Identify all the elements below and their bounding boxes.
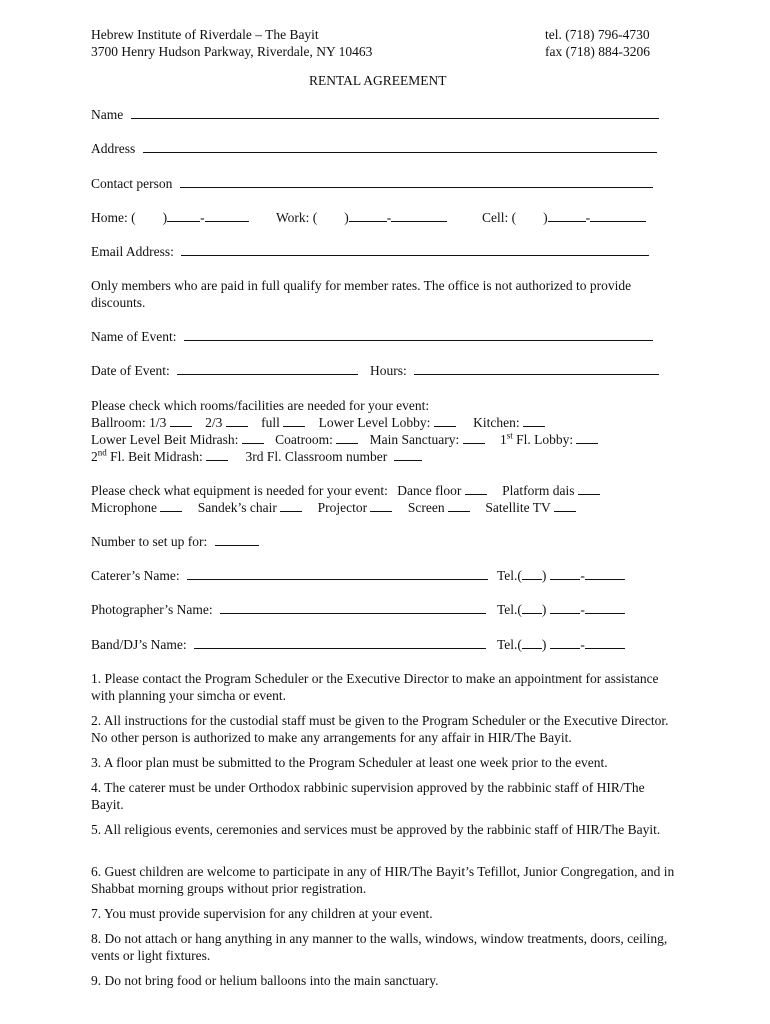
caterer-tel-area-field[interactable] (522, 567, 542, 580)
rule-item: 9. Do not bring food or helium balloons into the main sanctuary. (91, 973, 439, 988)
rooms-row-3 (91, 448, 422, 465)
hours-label: Hours: (370, 363, 407, 378)
caterer-tel-label: Tel.( (497, 568, 522, 583)
main-sanctuary-check[interactable] (463, 431, 485, 444)
org-fax: fax (718) 884-3206 (545, 44, 650, 59)
satellite-tv-label: Satellite TV (485, 500, 551, 515)
cell-phone-label: Cell: ( (482, 210, 517, 225)
name-field[interactable] (131, 106, 659, 119)
contact-person-field[interactable] (180, 175, 653, 188)
email-field[interactable] (181, 243, 649, 256)
cell-phone-prefix-field[interactable] (548, 209, 586, 222)
projector-check[interactable] (370, 499, 392, 512)
rooms-row-2 (91, 431, 598, 448)
platform-dais-check[interactable] (578, 482, 600, 495)
second-floor-beit-midrash-label: 2nd Fl. Beit Midrash: (91, 447, 203, 464)
equipment-row-1 (91, 482, 600, 499)
band-tel-label: Tel.( (497, 637, 522, 652)
rule-item: 2. All instructions for the custodial staff must be given to the Program Scheduler or the Executive Director. No other person is authorized to make any arrangements for any affair in HIR/The Bayit. (91, 713, 669, 745)
second-floor-beit-midrash-check[interactable] (206, 448, 228, 461)
org-address: 3700 Henry Hudson Parkway, Riverdale, NY 10463 (91, 44, 373, 59)
event-date-label: Date of Event: (91, 363, 170, 378)
contact-row (91, 175, 653, 192)
caterer-tel-prefix-field[interactable] (550, 567, 580, 580)
rooms-row-1 (91, 414, 545, 431)
setup-number-field[interactable] (215, 533, 259, 546)
work-phone-row: Work: ( ) - (276, 209, 447, 226)
work-phone-number-field[interactable] (391, 209, 447, 222)
third-floor-classroom-field[interactable] (394, 448, 422, 461)
dance-floor-check[interactable] (465, 482, 487, 495)
org-tel: tel. (718) 796-4730 (545, 27, 650, 42)
caterer-label: Caterer’s Name: (91, 568, 180, 583)
band-tel-area-field[interactable] (522, 636, 542, 649)
event-name-label: Name of Event: (91, 329, 177, 344)
rule-item: 8. Do not attach or hang anything in any manner to the walls, windows, window treatments, doors, ceiling, vents or light fixtures. (91, 931, 668, 963)
address-row (91, 140, 657, 157)
org-name: Hebrew Institute of Riverdale – The Bayit (91, 27, 319, 42)
band-row (91, 636, 486, 653)
photographer-tel-row: Tel.( ) - (497, 601, 625, 618)
setup-number-label: Number to set up for: (91, 534, 208, 549)
hours-field[interactable] (414, 362, 659, 375)
rule-item: 5. All religious events, ceremonies and services must be approved by the rabbinic staff of HIR/The Bayit. (91, 822, 661, 837)
name-row (91, 106, 659, 123)
first-floor-lobby-label: 1st Fl. Lobby: (499, 430, 574, 447)
address-label: Address (91, 141, 136, 156)
band-tel-number-field[interactable] (585, 636, 625, 649)
band-label: Band/DJ’s Name: (91, 637, 187, 652)
email-row (91, 243, 649, 260)
setup-number-row (91, 533, 259, 550)
email-label: Email Address: (91, 244, 174, 259)
rooms-prompt: Please check which rooms/facilities are needed for your event: (91, 398, 430, 413)
rule-item: 4. The caterer must be under Orthodox rabbinic supervision approved by the rabbinic staff of HIR/The Bayit. (91, 780, 645, 812)
lower-beit-midrash-check[interactable] (242, 431, 264, 444)
work-phone-label: Work: ( (276, 210, 318, 225)
first-floor-lobby-check[interactable] (576, 431, 598, 444)
coatroom-check[interactable] (336, 431, 358, 444)
band-field[interactable] (194, 636, 486, 649)
screen-label: Screen (407, 500, 445, 515)
coatroom-label: Coatroom: (275, 432, 333, 447)
member-note: Only members who are paid in full qualify for member rates. The office is not authorized to provide discounts. (91, 278, 632, 310)
satellite-tv-check[interactable] (554, 499, 576, 512)
kitchen-check[interactable] (523, 414, 545, 427)
caterer-tel-row: Tel.( ) - (497, 567, 625, 584)
main-sanctuary-label: Main Sanctuary: (369, 432, 460, 447)
event-date-row (91, 362, 358, 379)
name-label: Name (91, 107, 124, 122)
kitchen-label: Kitchen: (473, 415, 520, 430)
ballroom-third-check[interactable] (170, 414, 192, 427)
platform-dais-label: Platform dais (502, 483, 575, 498)
cell-phone-number-field[interactable] (590, 209, 646, 222)
ballroom-full-label: full (261, 415, 280, 430)
photographer-tel-number-field[interactable] (585, 601, 625, 614)
caterer-field-b[interactable] (295, 567, 488, 580)
lower-lobby-label: Lower Level Lobby: (318, 415, 431, 430)
lower-lobby-check[interactable] (434, 414, 456, 427)
home-phone-number-field[interactable] (205, 209, 249, 222)
rule-item: 6. Guest children are welcome to participate in any of HIR/The Bayit’s Tefillot, Junior Congregation, and in Shabbat morning groups without prior registration. (91, 864, 675, 896)
ballroom-third-label: Ballroom: 1/3 (91, 415, 167, 430)
microphone-check[interactable] (160, 499, 182, 512)
band-tel-row: Tel.( ) - (497, 636, 625, 653)
caterer-row (91, 567, 488, 584)
caterer-field-a[interactable] (187, 567, 295, 580)
work-phone-prefix-field[interactable] (349, 209, 387, 222)
caterer-tel-number-field[interactable] (585, 567, 625, 580)
home-phone-prefix-field[interactable] (167, 209, 200, 222)
sandeks-chair-label: Sandek’s chair (197, 500, 277, 515)
sandeks-chair-check[interactable] (280, 499, 302, 512)
event-name-field[interactable] (184, 328, 653, 341)
projector-label: Projector (317, 500, 368, 515)
photographer-field[interactable] (220, 601, 486, 614)
photographer-tel-prefix-field[interactable] (550, 601, 580, 614)
ballroom-full-check[interactable] (283, 414, 305, 427)
dance-floor-label: Dance floor (397, 483, 462, 498)
rule-item: 3. A floor plan must be submitted to the Program Scheduler at least one week prior to the event. (91, 755, 608, 770)
photographer-tel-area-field[interactable] (522, 601, 542, 614)
rule-item: 7. You must provide supervision for any children at your event. (91, 906, 433, 921)
rule-item: 1. Please contact the Program Scheduler or the Executive Director to make an appointment for assistance with planning your simcha or event. (91, 671, 659, 703)
photographer-label: Photographer’s Name: (91, 602, 213, 617)
cell-phone-row: Cell: ( ) - (482, 209, 646, 226)
microphone-label: Microphone (91, 500, 157, 515)
contact-person-label: Contact person (91, 176, 173, 191)
ballroom-two-thirds-label: 2/3 (205, 415, 223, 430)
photographer-tel-label: Tel.( (497, 602, 522, 617)
photographer-row (91, 601, 486, 618)
event-date-field[interactable] (177, 362, 358, 375)
document-title: RENTAL AGREEMENT (309, 73, 447, 88)
home-phone-row: Home: ( ) - (91, 209, 249, 226)
band-tel-prefix-field[interactable] (550, 636, 580, 649)
hours-row (370, 362, 659, 379)
ballroom-two-thirds-check[interactable] (226, 414, 248, 427)
equipment-prompt: Please check what equipment is needed for your event: (91, 483, 388, 498)
screen-check[interactable] (448, 499, 470, 512)
home-phone-label: Home: ( (91, 210, 136, 225)
event-name-row (91, 328, 653, 345)
third-floor-classroom-label: 3rd Fl. Classroom number (245, 449, 388, 464)
lower-beit-midrash-label: Lower Level Beit Midrash: (91, 432, 239, 447)
equipment-row-2 (91, 499, 576, 516)
address-field[interactable] (143, 140, 657, 153)
